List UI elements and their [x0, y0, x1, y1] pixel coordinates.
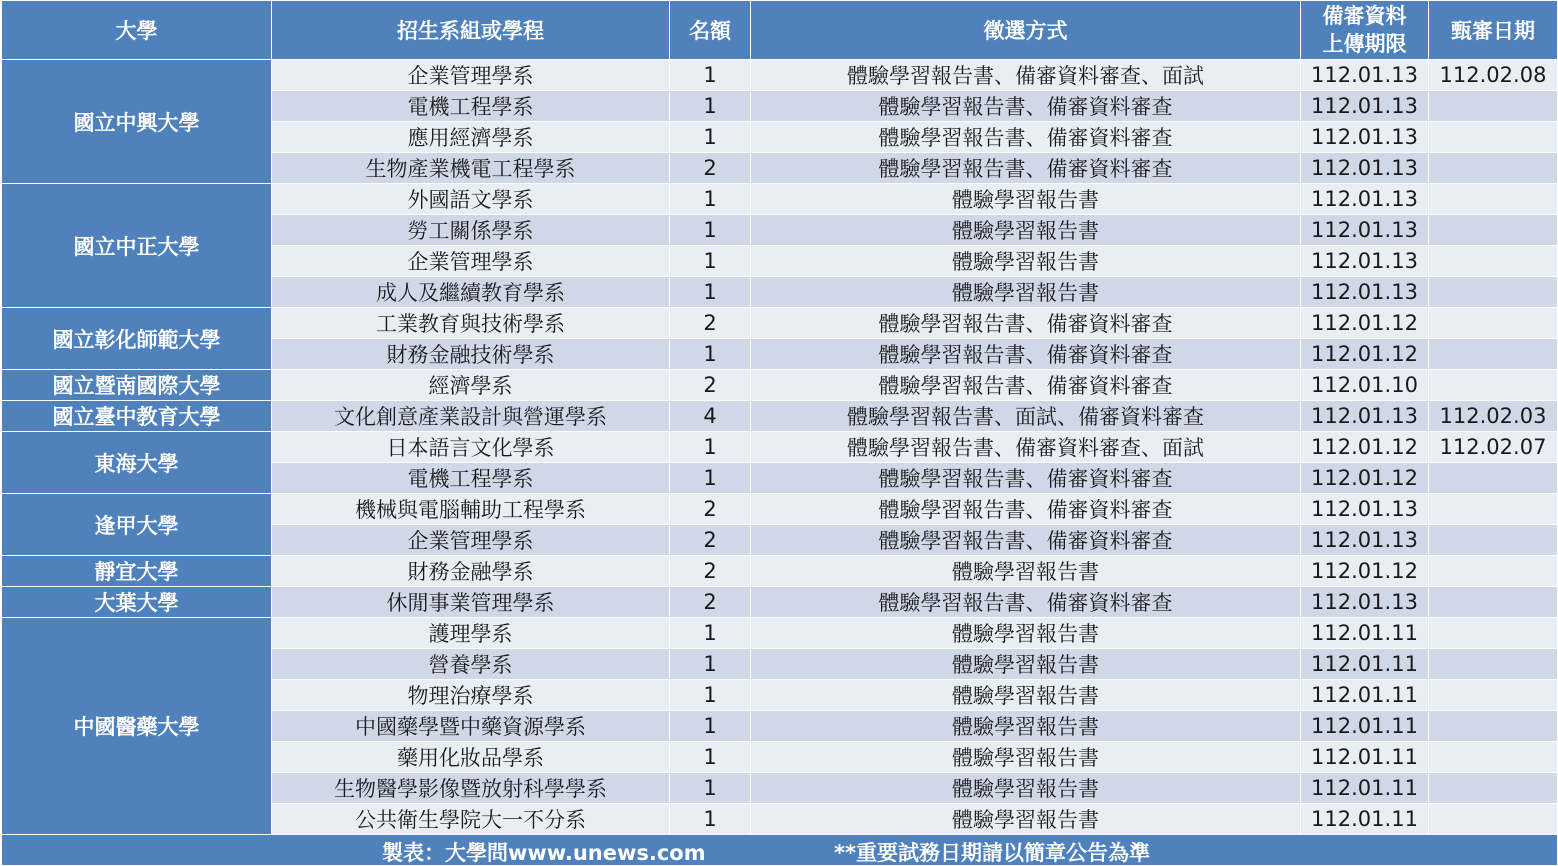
quota-cell: 1 — [670, 122, 751, 153]
deadline-cell: 112.01.12 — [1301, 463, 1429, 494]
university-name: 國立彰化師範大學 — [2, 308, 272, 370]
quota-cell: 1 — [670, 680, 751, 711]
method-cell: 體驗學習報告書、備審資料審查、面試 — [751, 432, 1301, 463]
table-row — [2, 370, 1558, 401]
deadline-cell: 112.01.13 — [1301, 525, 1429, 556]
method-cell: 體驗學習報告書 — [751, 556, 1301, 587]
university-name: 東海大學 — [2, 432, 272, 494]
university-name: 中國醫藥大學 — [2, 618, 272, 835]
review-date-cell — [1429, 339, 1558, 370]
table-row — [2, 556, 1558, 587]
method-cell: 體驗學習報告書、備審資料審查 — [751, 494, 1301, 525]
method-cell: 體驗學習報告書 — [751, 618, 1301, 649]
quota-cell: 1 — [670, 804, 751, 835]
header-review-date: 甄審日期 — [1429, 1, 1558, 60]
department-cell: 生物醫學影像暨放射科學學系 — [272, 773, 670, 804]
deadline-cell: 112.01.11 — [1301, 773, 1429, 804]
review-date-cell — [1429, 463, 1558, 494]
quota-cell: 2 — [670, 153, 751, 184]
header-department: 招生系組或學程 — [272, 1, 670, 60]
method-cell: 體驗學習報告書 — [751, 773, 1301, 804]
method-cell: 體驗學習報告書 — [751, 711, 1301, 742]
admissions-table — [1, 0, 1558, 866]
department-cell: 物理治療學系 — [272, 680, 670, 711]
review-date-cell — [1429, 649, 1558, 680]
footer-credit: 製表：大學問www.unews.com — [382, 841, 706, 865]
review-date-cell — [1429, 525, 1558, 556]
method-cell: 體驗學習報告書、備審資料審查 — [751, 122, 1301, 153]
department-cell: 護理學系 — [272, 618, 670, 649]
table-row — [2, 494, 1558, 525]
review-date-cell — [1429, 680, 1558, 711]
quota-cell: 2 — [670, 308, 751, 339]
review-date-cell — [1429, 711, 1558, 742]
quota-cell: 1 — [670, 91, 751, 122]
review-date-cell — [1429, 308, 1558, 339]
header-deadline — [1301, 1, 1429, 60]
method-cell: 體驗學習報告書、備審資料審查 — [751, 370, 1301, 401]
deadline-cell: 112.01.10 — [1301, 370, 1429, 401]
method-cell: 體驗學習報告書、備審資料審查 — [751, 339, 1301, 370]
department-cell: 成人及繼續教育學系 — [272, 277, 670, 308]
review-date-cell: 112.02.07 — [1429, 432, 1558, 463]
deadline-cell: 112.01.11 — [1301, 680, 1429, 711]
deadline-cell: 112.01.12 — [1301, 339, 1429, 370]
header-university: 大學 — [2, 1, 272, 60]
method-cell: 體驗學習報告書、備審資料審查 — [751, 525, 1301, 556]
table-row — [2, 432, 1558, 463]
deadline-cell: 112.01.13 — [1301, 153, 1429, 184]
method-cell: 體驗學習報告書、備審資料審查 — [751, 91, 1301, 122]
method-cell: 體驗學習報告書、面試、備審資料審查 — [751, 401, 1301, 432]
method-cell: 體驗學習報告書、備審資料審查、面試 — [751, 60, 1301, 91]
deadline-cell: 112.01.13 — [1301, 122, 1429, 153]
deadline-cell: 112.01.13 — [1301, 587, 1429, 618]
quota-cell: 2 — [670, 525, 751, 556]
department-cell: 企業管理學系 — [272, 246, 670, 277]
method-cell: 體驗學習報告書 — [751, 649, 1301, 680]
university-name: 靜宜大學 — [2, 556, 272, 587]
footer-row — [2, 835, 1558, 866]
deadline-cell: 112.01.11 — [1301, 804, 1429, 835]
department-cell: 企業管理學系 — [272, 525, 670, 556]
quota-cell: 1 — [670, 60, 751, 91]
review-date-cell — [1429, 618, 1558, 649]
university-name: 國立臺中教育大學 — [2, 401, 272, 432]
department-cell: 生物產業機電工程學系 — [272, 153, 670, 184]
deadline-cell: 112.01.12 — [1301, 432, 1429, 463]
quota-cell: 1 — [670, 711, 751, 742]
header-method: 徵選方式 — [751, 1, 1301, 60]
method-cell: 體驗學習報告書 — [751, 742, 1301, 773]
quota-cell: 1 — [670, 432, 751, 463]
table-row — [2, 308, 1558, 339]
table-row — [2, 60, 1558, 91]
university-name: 逢甲大學 — [2, 494, 272, 556]
review-date-cell — [1429, 153, 1558, 184]
method-cell: 體驗學習報告書 — [751, 680, 1301, 711]
review-date-cell: 112.02.03 — [1429, 401, 1558, 432]
review-date-cell — [1429, 494, 1558, 525]
department-cell: 營養學系 — [272, 649, 670, 680]
review-date-cell — [1429, 91, 1558, 122]
department-cell: 經濟學系 — [272, 370, 670, 401]
method-cell: 體驗學習報告書、備審資料審查 — [751, 308, 1301, 339]
method-cell: 體驗學習報告書、備審資料審查 — [751, 587, 1301, 618]
university-name: 大葉大學 — [2, 587, 272, 618]
quota-cell: 1 — [670, 742, 751, 773]
quota-cell: 2 — [670, 494, 751, 525]
review-date-cell — [1429, 122, 1558, 153]
header-row — [2, 1, 1558, 60]
university-name: 國立中正大學 — [2, 184, 272, 308]
department-cell: 工業教育與技術學系 — [272, 308, 670, 339]
department-cell: 勞工關係學系 — [272, 215, 670, 246]
header-deadline-line2: 上傳期限 — [1322, 32, 1407, 56]
deadline-cell: 112.01.13 — [1301, 91, 1429, 122]
table-footer — [2, 835, 1558, 866]
deadline-cell: 112.01.13 — [1301, 494, 1429, 525]
deadline-cell: 112.01.11 — [1301, 742, 1429, 773]
method-cell: 體驗學習報告書 — [751, 184, 1301, 215]
header-deadline-line1: 備審資料 — [1322, 4, 1407, 28]
deadline-cell: 112.01.13 — [1301, 215, 1429, 246]
method-cell: 體驗學習報告書、備審資料審查 — [751, 463, 1301, 494]
department-cell: 公共衛生學院大一不分系 — [272, 804, 670, 835]
method-cell: 體驗學習報告書 — [751, 215, 1301, 246]
table-header — [2, 1, 1558, 60]
method-cell: 體驗學習報告書 — [751, 246, 1301, 277]
department-cell: 財務金融學系 — [272, 556, 670, 587]
quota-cell: 2 — [670, 587, 751, 618]
footer-note: **重要試務日期請以簡章公告為準 — [834, 841, 1150, 865]
department-cell: 日本語言文化學系 — [272, 432, 670, 463]
university-name: 國立暨南國際大學 — [2, 370, 272, 401]
review-date-cell — [1429, 587, 1558, 618]
review-date-cell — [1429, 184, 1558, 215]
method-cell: 體驗學習報告書 — [751, 277, 1301, 308]
department-cell: 休閒事業管理學系 — [272, 587, 670, 618]
department-cell: 藥用化妝品學系 — [272, 742, 670, 773]
header-quota: 名額 — [670, 1, 751, 60]
quota-cell: 4 — [670, 401, 751, 432]
quota-cell: 1 — [670, 215, 751, 246]
deadline-cell: 112.01.12 — [1301, 556, 1429, 587]
quota-cell: 1 — [670, 773, 751, 804]
quota-cell: 1 — [670, 463, 751, 494]
deadline-cell: 112.01.13 — [1301, 60, 1429, 91]
deadline-cell: 112.01.12 — [1301, 308, 1429, 339]
quota-cell: 1 — [670, 618, 751, 649]
quota-cell: 1 — [670, 246, 751, 277]
table-row — [2, 587, 1558, 618]
quota-cell: 1 — [670, 339, 751, 370]
review-date-cell — [1429, 215, 1558, 246]
department-cell: 電機工程學系 — [272, 463, 670, 494]
review-date-cell — [1429, 246, 1558, 277]
table-body — [2, 60, 1558, 835]
department-cell: 機械與電腦輔助工程學系 — [272, 494, 670, 525]
deadline-cell: 112.01.11 — [1301, 618, 1429, 649]
university-name: 國立中興大學 — [2, 60, 272, 184]
quota-cell: 1 — [670, 184, 751, 215]
review-date-cell — [1429, 556, 1558, 587]
department-cell: 外國語文學系 — [272, 184, 670, 215]
review-date-cell — [1429, 742, 1558, 773]
table-row — [2, 401, 1558, 432]
table-row — [2, 618, 1558, 649]
review-date-cell — [1429, 804, 1558, 835]
review-date-cell: 112.02.08 — [1429, 60, 1558, 91]
deadline-cell: 112.01.13 — [1301, 184, 1429, 215]
quota-cell: 2 — [670, 370, 751, 401]
method-cell: 體驗學習報告書、備審資料審查 — [751, 153, 1301, 184]
department-cell: 文化創意產業設計與營運學系 — [272, 401, 670, 432]
department-cell: 財務金融技術學系 — [272, 339, 670, 370]
review-date-cell — [1429, 370, 1558, 401]
department-cell: 電機工程學系 — [272, 91, 670, 122]
quota-cell: 1 — [670, 649, 751, 680]
footer-cell — [2, 835, 1558, 866]
deadline-cell: 112.01.11 — [1301, 649, 1429, 680]
quota-cell: 2 — [670, 556, 751, 587]
department-cell: 中國藥學暨中藥資源學系 — [272, 711, 670, 742]
department-cell: 應用經濟學系 — [272, 122, 670, 153]
deadline-cell: 112.01.11 — [1301, 711, 1429, 742]
quota-cell: 1 — [670, 277, 751, 308]
method-cell: 體驗學習報告書 — [751, 804, 1301, 835]
table-row — [2, 184, 1558, 215]
review-date-cell — [1429, 773, 1558, 804]
deadline-cell: 112.01.13 — [1301, 246, 1429, 277]
department-cell: 企業管理學系 — [272, 60, 670, 91]
review-date-cell — [1429, 277, 1558, 308]
deadline-cell: 112.01.13 — [1301, 401, 1429, 432]
deadline-cell: 112.01.13 — [1301, 277, 1429, 308]
